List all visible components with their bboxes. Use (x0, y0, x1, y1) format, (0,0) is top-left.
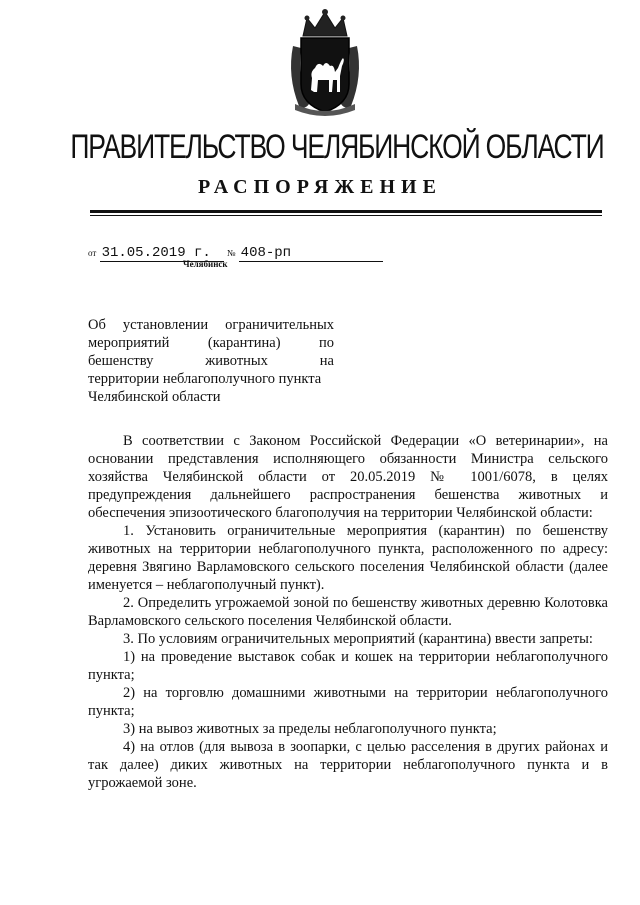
document-number: 408-рп (239, 245, 383, 262)
preamble-paragraph: В соответствии с Законом Российской Федерации «О ветеринарии», на основании представления исполняющего обязанности Министра сельского хозяйства Челябинской области от 20.05.2019 № 1001/6078, в целях предупреждения дальнейшего распространения бешенства животных и обеспечения эпизоотического благополучия на территории Челябинской области: (88, 433, 608, 521)
document-subject (88, 316, 334, 406)
date-number-line (88, 244, 383, 262)
coat-of-arms-icon (285, 6, 365, 116)
government-title: ПРАВИТЕЛЬСТВО ЧЕЛЯБИНСКОЙ ОБЛАСТИ (70, 128, 604, 166)
document-type: РАСПОРЯЖЕНИЕ (198, 176, 442, 198)
subject-line: территории неблагополучного пункта (88, 371, 322, 387)
header-divider-thick (90, 210, 602, 213)
subject-line: мероприятий (карантина) по (88, 335, 334, 351)
prohibition-3-paragraph: 3) на вывоз животных за пределы неблагополучного пункта; (123, 721, 497, 737)
document-body (88, 432, 608, 792)
prohibition-4-paragraph: 4) на отлов (для вывоза в зоопарки, с целью расселения в других районах и так далее) диких животных на территории неблагополучного пункта и в угрожаемой зоне. (88, 739, 608, 791)
prohibition-1-paragraph: 1) на проведение выставок собак и кошек на территории неблагополучного пункта; (88, 649, 608, 683)
number-label: № (226, 248, 236, 258)
clause-3-paragraph: 3. По условиям ограничительных мероприятий (карантина) ввести запреты: (123, 631, 593, 647)
header-divider-thin (90, 215, 602, 216)
city-label: Челябинск (183, 259, 228, 269)
subject-line: бешенству животных на (88, 353, 334, 369)
clause-2-paragraph: 2. Определить угрожаемой зоной по бешенству животных деревню Колотовка Варламовского сельского поселения Челябинской области. (88, 595, 608, 629)
subject-line: Об установлении ограничительных (88, 317, 334, 333)
document-date: 31.05.2019 г. (100, 245, 224, 262)
subject-line: Челябинской области (88, 389, 221, 405)
prohibition-2-paragraph: 2) на торговлю домашними животными на территории неблагополучного пункта; (88, 685, 608, 719)
clause-1-paragraph: 1. Установить ограничительные мероприятия (карантин) по бешенству животных на территории неблагополучного пункта, расположенного по адресу: деревня Звягино Варламовского сельского поселения Челябинской области (далее именуется – неблагополучный пункт). (88, 523, 608, 593)
from-label: от (88, 248, 97, 258)
